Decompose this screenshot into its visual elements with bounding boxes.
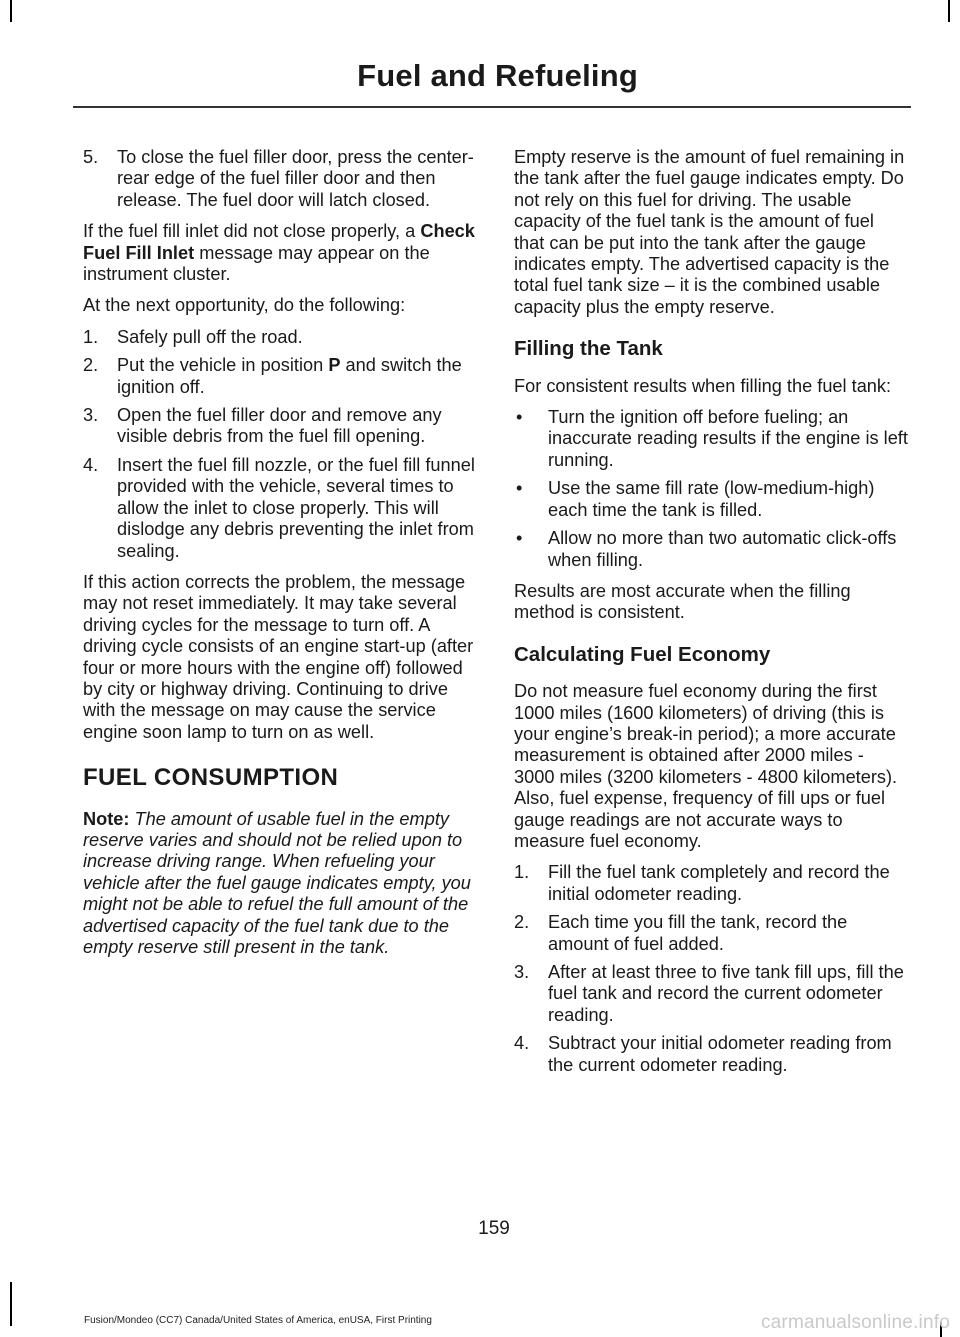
message-name: Check Fuel Fill Inlet xyxy=(83,221,475,263)
crop-mark xyxy=(10,1282,12,1326)
paragraph: Do not measure fuel economy during the first 1000 miles (1600 kilometers) of driving (this is your engine’s break-in period); a more accurate measurement is obtained after 2000 miles - 3000 miles (3200 kilometers - 4800 kilometers). Also, fuel expense, frequency of fill ups or fuel gauge readings are not accurate ways to measure fuel economy. xyxy=(514,681,898,851)
paragraph: If this action corrects the problem, the message may not reset immediately. It may take several driving cycles for the message to turn off. A driving cycle consists of an engine start-up (after four or more hours with the engine off) followed by city or highway driving. Continuing to drive with the message on may cause the service engine soon lamp to turn on as well. xyxy=(83,571,474,742)
step-list-continued xyxy=(83,147,475,211)
list-item: 1. Safely pull off the road. xyxy=(83,326,303,347)
paragraph: Empty reserve is the amount of fuel remaining in the tank after the fuel gauge indicates empty. Do not rely on this fuel for driving. The usable capacity of the fuel tank is the amount of fuel that can be put into the tank after the gauge indicates empty. The advertised capacity is the total fuel tank size – it is the combined usable capacity plus the empty reserve. xyxy=(514,147,905,317)
list-item: 5. To close the fuel filler door, press the center-rear edge of the fuel filler door and then release. The fuel door will latch closed. xyxy=(83,147,474,210)
list-item: 2. Put the vehicle in position P and switch the ignition off. xyxy=(83,355,462,397)
paragraph: At the next opportunity, do the following: xyxy=(83,295,406,316)
crop-mark xyxy=(948,0,950,22)
list-item: 4. Insert the fuel fill nozzle, or the fuel fill funnel provided with the vehicle, several times to allow the inlet to close properly. This will dislodge any debris preventing the inlet from sealing. xyxy=(83,454,475,561)
list-item: • Use the same fill rate (low-medium-high) each time the tank is filled. xyxy=(516,478,875,520)
paragraph: For consistent results when filling the fuel tank: xyxy=(514,375,892,396)
list-item: 3. Open the fuel filler door and remove any visible debris from the fuel fill opening. xyxy=(83,405,442,447)
list-item: 3. After at least three to five tank fill ups, fill the fuel tank and record the current odometer reading. xyxy=(514,962,904,1025)
list-item: 2. Each time you fill the tank, record the amount of fuel added. xyxy=(514,912,848,954)
step-list xyxy=(514,862,908,1076)
page-number: 159 xyxy=(478,1218,510,1239)
list-item: 4. Subtract your initial odometer reading from the current odometer reading. xyxy=(514,1033,892,1075)
watermark[interactable]: carmanualsonline.info xyxy=(760,1312,950,1333)
paragraph: If the fuel fill inlet did not close properly, a Check Fuel Fill Inlet message may appear on the instrument cluster. xyxy=(83,221,475,285)
left-column xyxy=(83,147,475,968)
right-column xyxy=(514,147,908,1086)
subheading: Filling the Tank xyxy=(514,337,663,361)
section-heading: FUEL CONSUMPTION xyxy=(83,764,339,792)
list-item: 1. Fill the fuel tank completely and record the initial odometer reading. xyxy=(514,862,890,904)
bullet-list xyxy=(514,407,908,571)
list-item: • Turn the ignition off before fueling; an inaccurate reading results if the engine is left running. xyxy=(516,407,908,470)
list-item: • Allow no more than two automatic click-offs when filling. xyxy=(516,528,897,570)
paragraph: Results are most accurate when the filling method is consistent. xyxy=(514,580,851,623)
crop-mark xyxy=(10,0,12,22)
note: Note: The amount of usable fuel in the empty reserve varies and should not be relied upon to increase driving range. When refueling your vehicle after the fuel gauge indicates empty, you might not be able to refuel the full amount of the advertised capacity of the fuel tank due to the empty reserve still present in the tank. xyxy=(83,808,471,957)
footer-text: Fusion/Mondeo (CC7) Canada/United States of America, enUSA, First Printing xyxy=(84,1315,432,1326)
subheading: Calculating Fuel Economy xyxy=(514,642,771,666)
step-list xyxy=(83,327,475,562)
page-title: Fuel and Refueling xyxy=(357,58,638,93)
header-divider xyxy=(73,106,911,108)
